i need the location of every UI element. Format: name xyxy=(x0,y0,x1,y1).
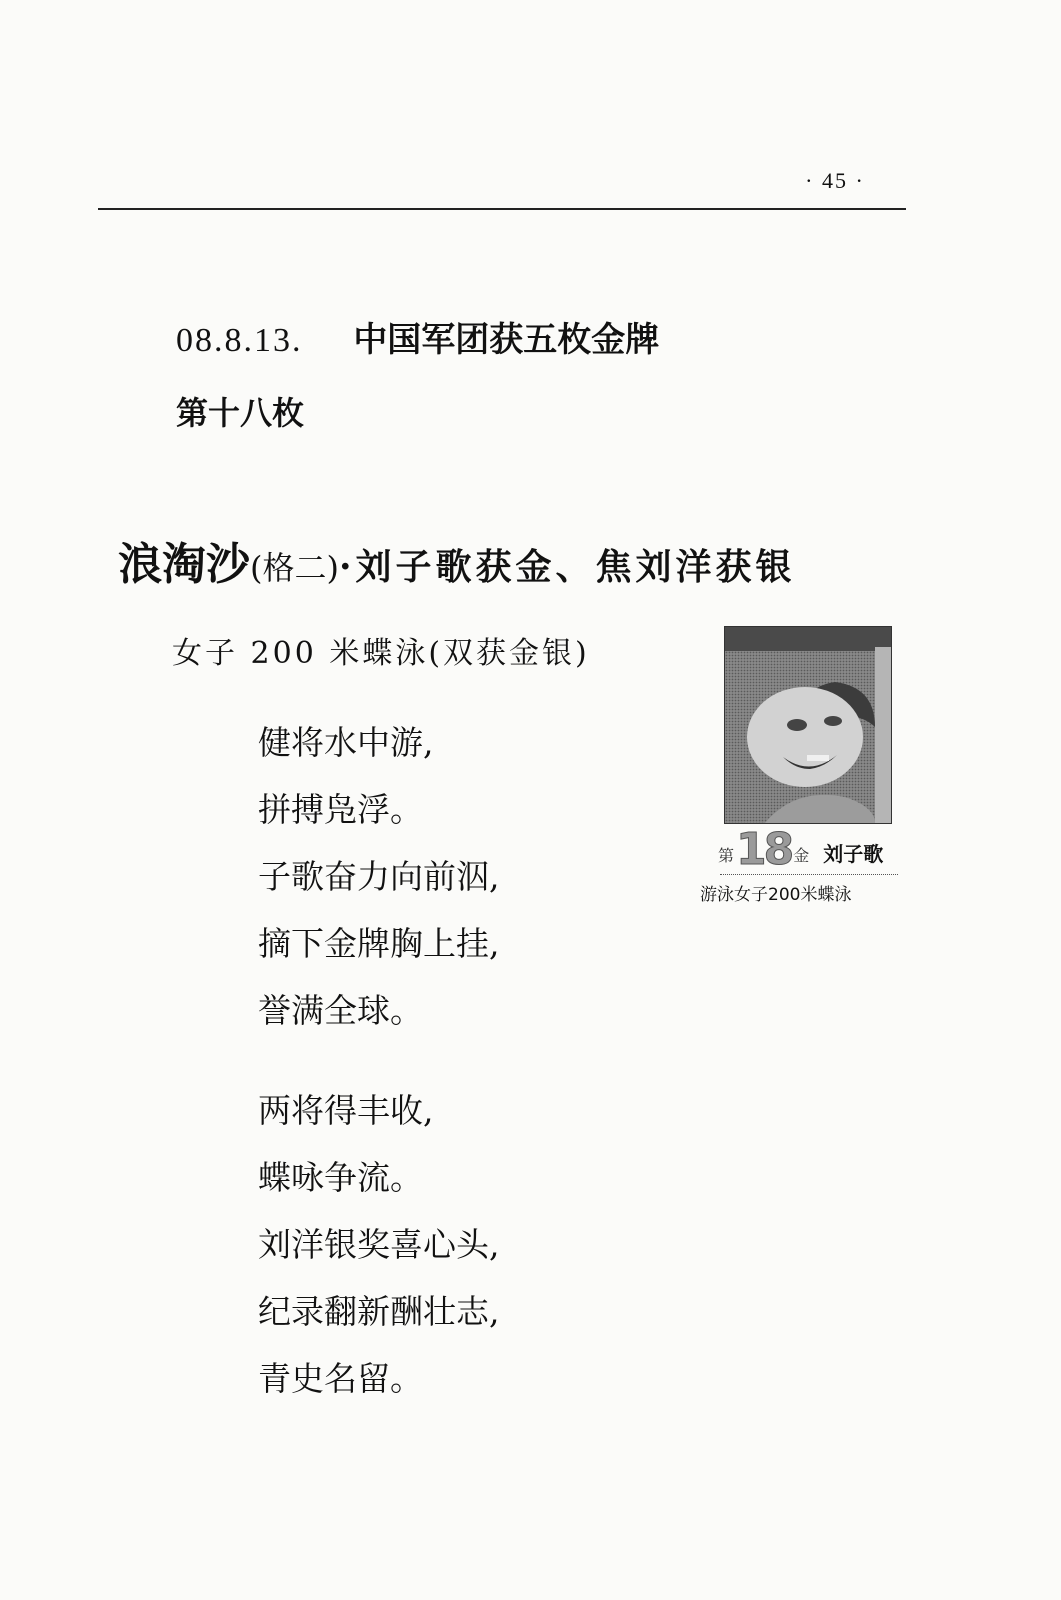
poem-line: 刘洋银奖喜心头, xyxy=(258,1225,500,1264)
athlete-photo xyxy=(724,626,892,824)
entry-headline: 中国军团获五枚金牌 xyxy=(353,320,660,360)
poem-line: 誉满全球。 xyxy=(258,991,423,1030)
caption-medal-number: 18 xyxy=(736,824,792,875)
medal-number: 第十八枚 xyxy=(176,394,305,432)
poem-line: 纪录翻新酬壮志, xyxy=(258,1292,500,1331)
poem-line: 青史名留。 xyxy=(258,1359,423,1398)
poem-line: 蝶咏争流。 xyxy=(258,1158,423,1197)
poem-line: 拼搏凫浮。 xyxy=(258,790,423,829)
poem-line: 健将水中游, xyxy=(258,723,434,762)
poem-subtitle: 女子 200 米蝶泳(双获金银) xyxy=(172,636,590,671)
caption-event: 游泳女子200米蝶泳 xyxy=(700,885,852,905)
caption-prefix: 第 xyxy=(718,846,735,865)
entry-heading xyxy=(176,312,659,361)
entry-date: 08.8.13. xyxy=(176,322,303,359)
stanza-1 xyxy=(258,718,500,1053)
photo-caption xyxy=(718,824,900,875)
poem-line: 摘下金牌胸上挂, xyxy=(258,924,500,963)
caption-suffix: 金 xyxy=(793,846,810,865)
poem-tune-name: 浪淘沙 xyxy=(118,539,250,590)
poem-form: (格二) xyxy=(250,549,339,587)
poem-line: 两将得丰收, xyxy=(258,1091,434,1130)
athlete-photo-image xyxy=(725,627,891,823)
caption-athlete-name: 刘子歌 xyxy=(823,842,884,866)
poem-line: 子歌奋力向前泅, xyxy=(258,857,500,896)
poem-title xyxy=(118,528,796,592)
stanza-2 xyxy=(258,1086,500,1421)
header-rule xyxy=(98,208,906,210)
page-number: · 45 · xyxy=(805,168,865,193)
poem-topic: ·刘子歌获金、焦刘洋获银 xyxy=(338,546,796,588)
caption-divider xyxy=(720,874,898,875)
